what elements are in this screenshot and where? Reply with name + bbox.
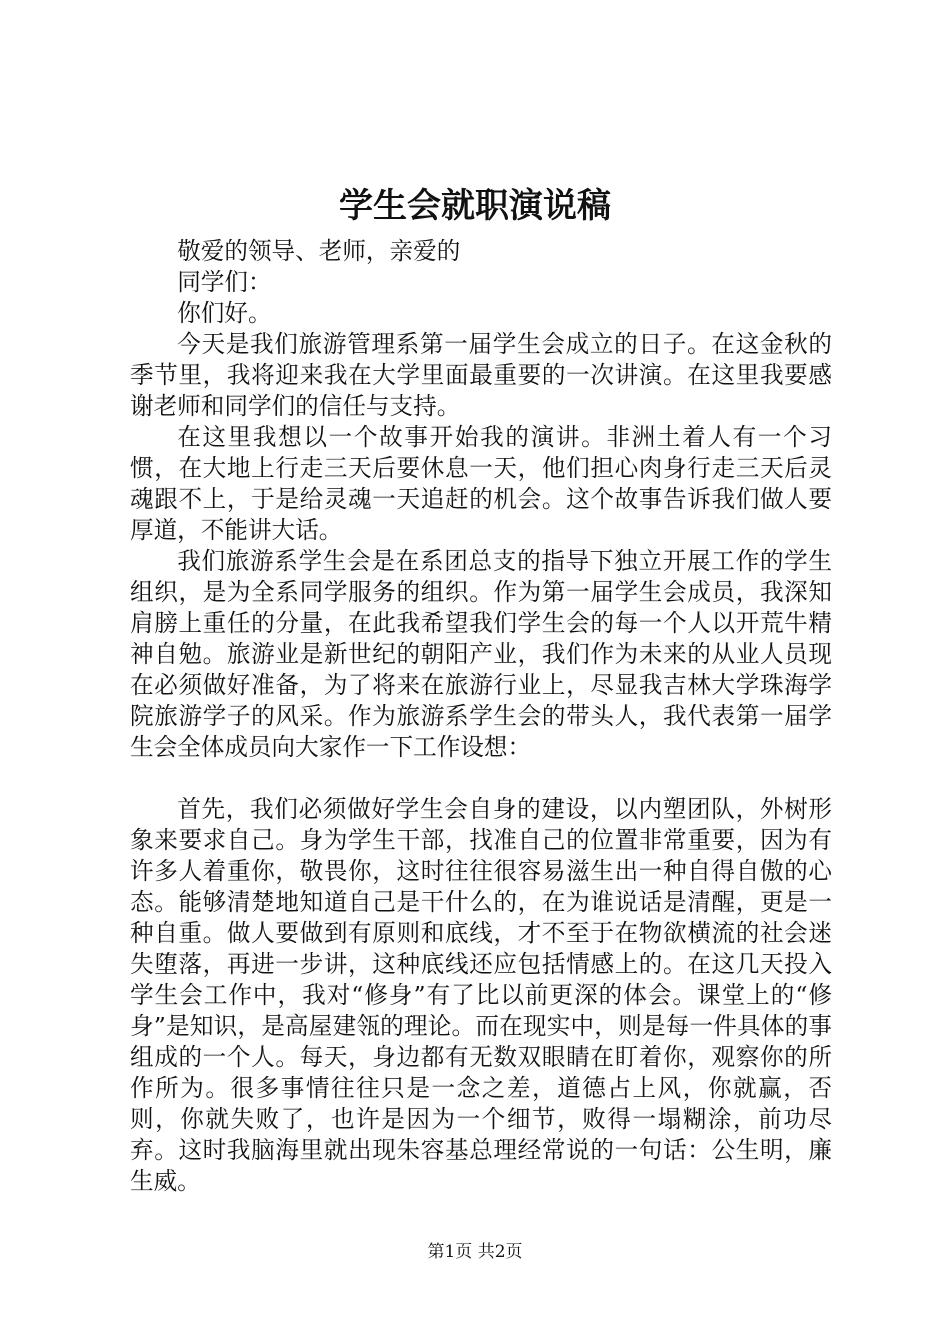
paragraph-first-point: 首先，我们必须做好学生会自身的建设，以内塑团队，外树形象来要求自己。身为学生干部，找准自己的位置非常重要，因为有许多人着重你，敬畏你，这时往往很容易滋生出一种自得自傲的心态。能够清楚地知道自己是干什么的，在为谁说话是清醒，更是一种自重。做人要做到有原则和底线，才不至于在物欲横流的社会迷失堕落，再进一步讲，这种底线还应包括情感上的。在这几天投入学生会工作中，我对“修身”有了比以前更深的体会。课堂上的“修身”是知识，是高屋建瓴的理论。而在现实中，则是每一件具体的事组成的一个人。每天，身边都有无数双眼睛在盯着你，观察你的所作所为。很多事情往往只是一念之差，道德占上风，你就赢，否则，你就失败了，也许是因为一个细节，败得一塌糊涂，前功尽弃。这时我脑海里就出现朱容基总理经常说的一句话：公生明，廉生威。 — [130, 795, 832, 1195]
paragraph-intro: 今天是我们旅游管理系第一届学生会成立的日子。在这金秋的季节里，我将迎来我在大学里面最重要的一次讲演。在这里我要感谢老师和同学们的信任与支持。 — [130, 330, 832, 420]
document-body — [130, 236, 832, 1197]
paragraph-union: 我们旅游系学生会是在系团总支的指导下独立开展工作的学生组织，是为全系同学服务的组织。作为第一届学生会成员，我深知肩膀上重任的分量，在此我希望我们学生会的每一个人以开荒牛精神自勉。旅游业是新世纪的朝阳产业，我们作为未来的从业人员现在必须做好准备，为了将来在旅游行业上，尽显我吉林大学珠海学院旅游学子的风采。作为旅游系学生会的带头人，我代表第一届学生会全体成员向大家作一下工作设想： — [130, 547, 832, 761]
greeting-line: 你们好。 — [177, 299, 272, 327]
salutation-line-1: 敬爱的领导、老师，亲爱的 — [177, 237, 461, 265]
salutation-line-2: 同学们： — [177, 268, 272, 296]
page-footer: 第1页 共2页 — [427, 1242, 523, 1262]
paragraph-story: 在这里我想以一个故事开始我的演讲。非洲土着人有一个习惯，在大地上行走三天后要休息一天，他们担心肉身行走三天后灵魂跟不上，于是给灵魂一天追赶的机会。这个故事告诉我们做人要厚道，不能讲大话。 — [130, 423, 832, 544]
document-title: 学生会就职演说稿 — [339, 186, 611, 226]
